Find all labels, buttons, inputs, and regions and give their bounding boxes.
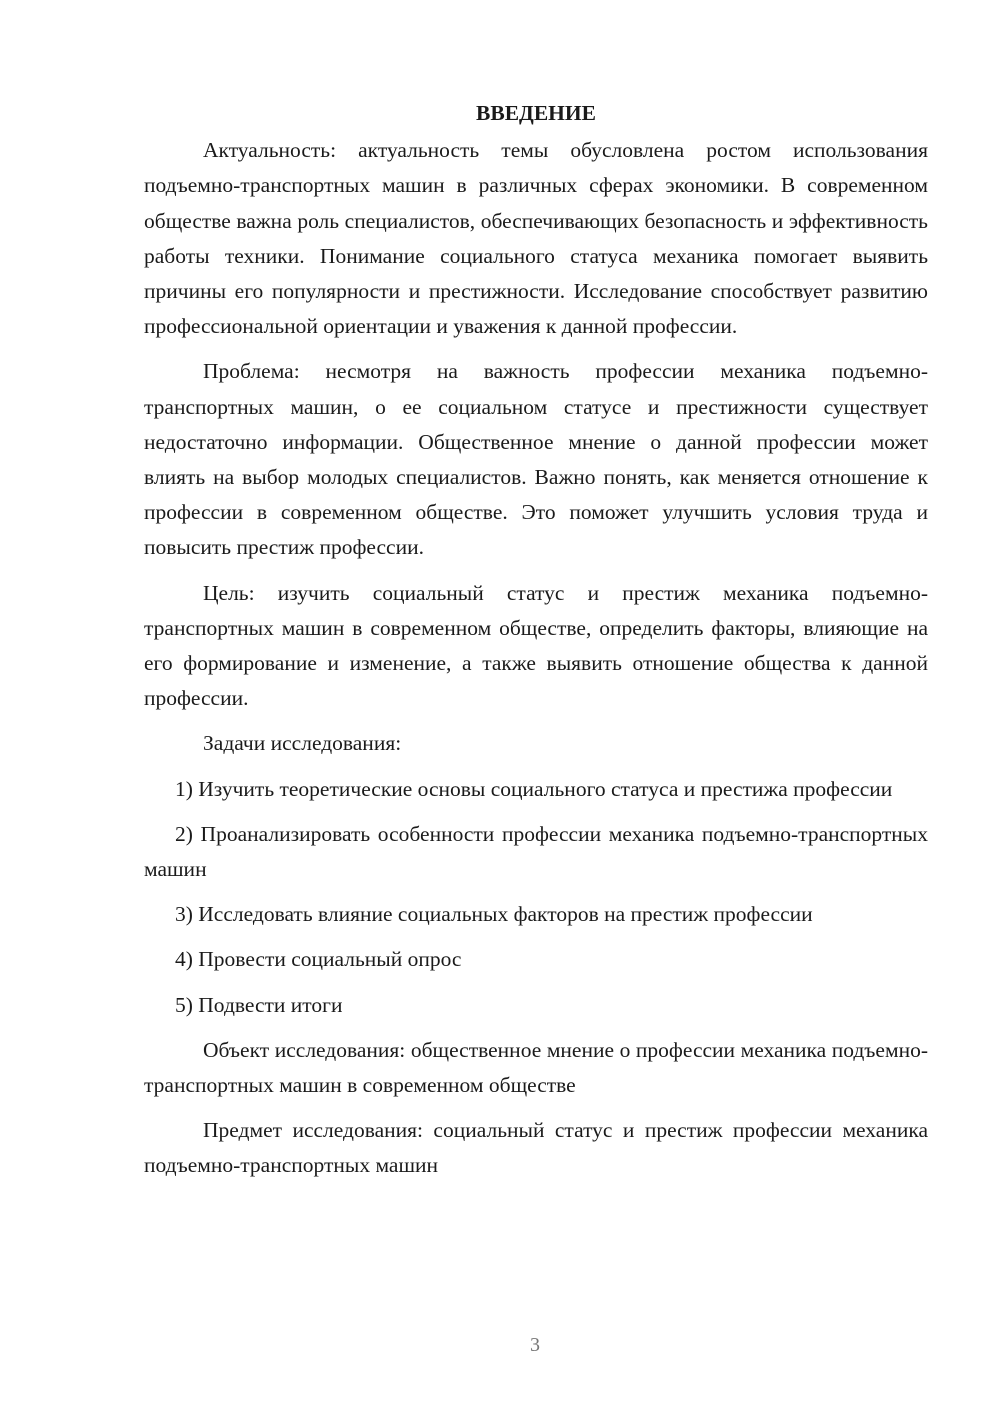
task-item: 4) Провести социальный опрос — [175, 947, 462, 972]
paragraph-problem: Проблема: несмотря на важность профессии механика подъемно-транспортных машин, о ее социальном статусе и престижности существует недостаточно информации. Общественное мнение о данной профессии может влиять на выбор молодых специалистов. Важно понять, как меняется отношение к профессии в современном обществе. Это поможет улучшить условия труда и повысить престиж профессии. — [144, 359, 928, 560]
paragraph-relevance: Актуальность: актуальность темы обусловлена ростом использования подъемно-транспортных машин в различных сферах экономики. В современном обществе важна роль специалистов, обеспечивающих безопасность и эффективность работы техники. Понимание социального статуса механика помогает выявить причины его популярности и престижности. Исследование способствует развитию профессиональной ориентации и уважения к данной профессии. — [144, 138, 928, 339]
task-item: 1) Изучить теоретические основы социального статуса и престижа профессии — [175, 776, 893, 801]
tasks-heading: Задачи исследования: — [203, 731, 402, 756]
page-title: ВВЕДЕНИЕ — [476, 101, 596, 125]
paragraph-subject: Предмет исследования: социальный статус и престиж профессии механика подъемно-транспортных машин — [144, 1118, 928, 1178]
page-number: 3 — [530, 1334, 540, 1356]
task-item: 3) Исследовать влияние социальных факторов на престиж профессии — [175, 902, 813, 927]
task-item: 5) Подвести итоги — [175, 992, 343, 1017]
paragraph-object: Объект исследования: общественное мнение о профессии механика подъемно-транспортных машин в современном обществе — [144, 1037, 928, 1098]
paragraph-goal: Цель: изучить социальный статус и престиж механика подъемно-транспортных машин в современном обществе, определить факторы, влияющие на его формирование и изменение, а также выявить отношение общества к данной профессии. — [144, 580, 928, 711]
task-item: 2) Проанализировать особенности профессии механика подъемно-транспортных машин — [144, 821, 928, 882]
page-content — [144, 96, 928, 1194]
